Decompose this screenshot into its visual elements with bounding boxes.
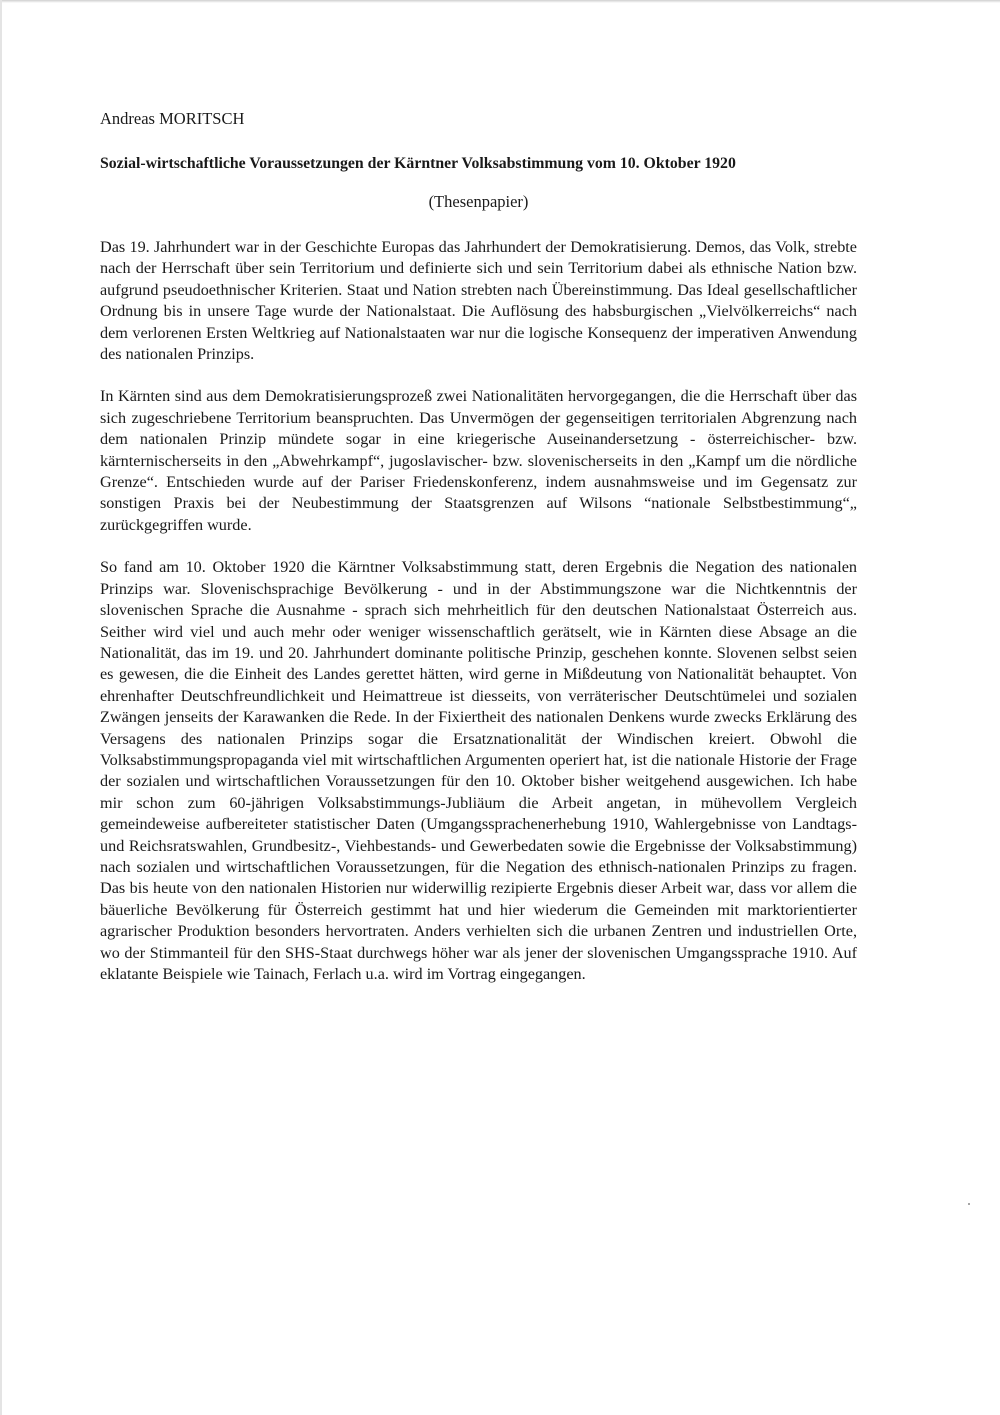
document-page <box>100 108 857 1006</box>
scan-left-edge <box>0 0 2 1415</box>
paragraph: So fand am 10. Oktober 1920 die Kärntner Volksabstimmung statt, deren Ergebnis die Negation des nationalen Prinzips war. Slovenischsprachige Bevölkerung - und in der Abstimmungszone war die Nichtkenntnis der slovenischen Sprache die Ausnahme - sprach sich mehrheitlich für den deutschen Nationalstaat Österreich aus. Seither wird viel und auch mehr oder weniger wissenschaftlich gerätselt, wie in Kärnten diese Absage an die Nationalität, das im 19. und 20. Jahrhundert dominante politische Prinzip, geschehen konnte. Slovenen selbst seien es gewesen, die die Einheit des Landes gerettet hätten, wird gerne in Mißdeutung von Nationalität behauptet. Von ehrenhafter Deutschfreundlichkeit und Heimattreue ist diesseits, von verräterischer Deutschtümelei und sozialen Zwängen jenseits der Karawanken die Rede. In der Fixiertheit des nationalen Denkens wurde zwecks Erklärung des Versagens des nationalen Prinzips sogar die Ersatznationalität der Windischen kreiert. Obwohl die Volksabstimmungspropaganda viel mit wirtschaftlichen Argumenten operiert hat, ist die nationale Historie der Frage der sozialen und wirtschaftlichen Voraussetzungen für den 10. Oktober bisher weitgehend ausgewichen. Ich habe mir schon zum 60-jährigen Volksabstimmungs-Jubliäum die Arbeit angetan, in mühevollem Vergleich gemeindeweise aufbereiteter statistischer Daten (Umgangssprachenerhebung 1910, Wahlergebnisse von Landtags- und Reichsratswahlen, Grundbesitz-, Viehbestands- und Gewerbedaten sowie die Ergebnisse der Volksabstimmung) nach sozialen und wirtschaftlichen Voraussetzungen, für die Negation des ethnisch-nationalen Prinzips zu fragen. Das bis heute von den nationalen Historien nur widerwillig rezipierte Ergebnis dieser Arbeit war, dass vor allem die bäuerliche Bevölkerung für Österreich gestimmt hat und hier wiederum die Gemeinden mit marktorientierter agrarischer Produktion besonders hervortraten. Anders verhielten sich die urbanen Zentren und industriellen Orte, wo der Stimmanteil für den SHS-Staat durchwegs höher war als jener der slovenischen Umgangssprache 1910. Auf eklatante Beispiele wie Tainach, Ferlach u.a. wird im Vortrag eingegangen. <box>100 558 857 983</box>
scan-top-edge <box>0 0 1000 3</box>
paragraph: In Kärnten sind aus dem Demokratisierungsprozeß zwei Nationalitäten hervorgegangen, die die Herrschaft über das sich zugeschriebene Territorium beanspruchten. Das Unvermögen der gegenseitigen territorialen Abgrenzung nach dem nationalen Prinzip mündete sogar in eine kriegerische Auseinandersetzung - österreichischer- bzw. kärnternischerseits in den „Abwehrkampf“, jugoslavischer- bzw. slovenischerseits in den „Kampf um die nördliche Grenze“. Entschieden wurde auf der Pariser Friedenskonferenz, indem ausnahmsweise und im Gegensatz zur sonstigen Praxis bei der Neubestimmung der Staatsgrenzen auf Wilsons “nationale Selbstbestimmung“„ zurückgegriffen wurde. <box>100 387 857 534</box>
document-title: Sozial-wirtschaftliche Voraussetzungen der Kärntner Volksabstimmung vom 10. Oktober 1920 <box>100 155 736 172</box>
paragraph: Das 19. Jahrhundert war in der Geschichte Europas das Jahrhundert der Demokratisierung. Demos, das Volk, strebte nach der Herrschaft über sein Territorium und definierte sich und sein Territorium dabei als ethnische Nation bzw. aufgrund pseudoethnischer Kriterien. Staat und Nation strebten nach Übereinstimmung. Das Ideal gesellschaftlicher Ordnung bis in unsere Tage wurde der Nationalstaat. Die Auflösung des habsburgischen „Vielvölkerreichs“ nach dem verlorenen Ersten Weltkrieg auf Nationalstaaten war nur die logische Konsequenz der imperativen Anwendung des nationalen Prinzips. <box>100 238 857 364</box>
document-subtitle: (Thesenpapier) <box>428 192 529 211</box>
scan-speck <box>968 1203 970 1205</box>
author-name: Andreas MORITSCH <box>100 109 245 128</box>
